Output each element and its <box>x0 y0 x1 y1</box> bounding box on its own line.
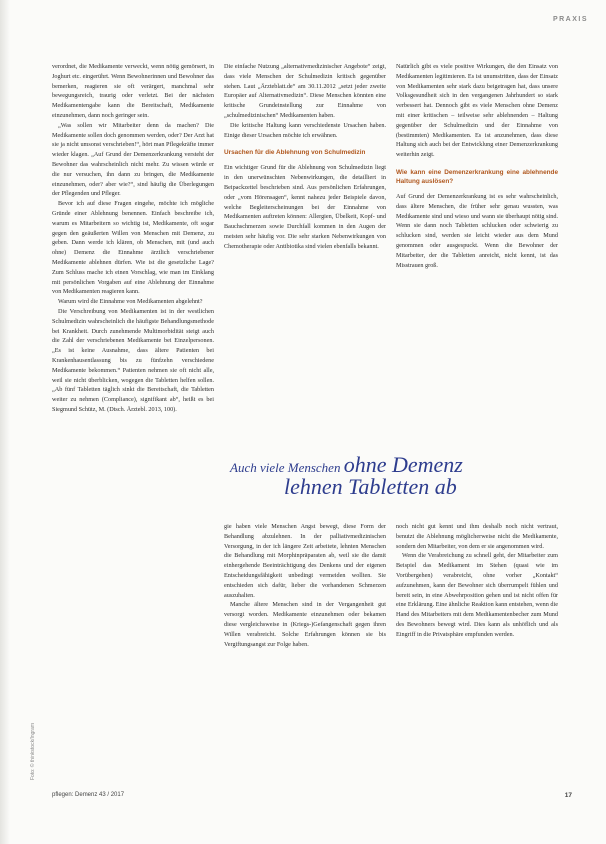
paragraph: gie haben viele Menschen Angst bewegt, diese Form der Behandlung abzulehnen. In der palliativmedizinischen Versorgung, in der ich längere Zeit arbeitete, lehnten Menschen die Behandlung mit Morphinpräparaten ab, weil sie die damit einhergehende Beeinträchtigung des Denkens und der eigenen Entscheidungsfähigkeit unbedingt vermeiden wollten. Sie entschieden sich dafür, lieber die vorhandenen Schmerzen auszuhalten. <box>224 523 386 599</box>
text-column-1 <box>52 62 214 780</box>
footer-publication: pflegen: Demenz 43 / 2017 <box>52 792 125 798</box>
paragraph: Die Verschreibung von Medikamenten ist in der westlichen Schulmedizin wahrscheinlich die häufigste Behandlungsmethode bei Krankheit. Durch zunehmende Multimorbidität steigt auch die Zahl der verschriebenen Medikamente bei Einzelpersonen. „Es ist keine Ausnahme, dass ältere Patienten bei Krankenhausentlassung bis zu fünfzehn verschiedene Medikamente bekommen.“ Patienten nehmen sie oft nicht alle, weil sie nicht überblicken, wogegen die Tabletten helfen sollen. „Ab fünf Tabletten täglich sinkt die Bereitschaft, die Tabletten weiter zu nehmen (Compliance), signifikant ab“, heißt es bei Siegmund Schütz, M. (Dtsch. Ärztebl. 2013, 100). <box>52 307 214 413</box>
text-column-3 <box>396 62 558 438</box>
paragraph: Wenn die Verabreichung zu schnell geht, der Mitarbeiter zum Beispiel das Medikament im Stehen (quasi wie im Vorübergehen) verabreicht, ohne vorher „Kontakt“ aufzunehmen, kann der Bewohner sich überrumpelt fühlen und bereit sein, in eine Abwehrposition gehen und ist nicht offen für eine Erklärung. Eine ähnliche Reaktion kann entstehen, wenn die Hand des Mitarbeiters mit dem Medikamentenbecher zum Mund des Bewohners bewegt wird. Dies kann als unhöflich und als Eingriff in die Privatsphäre empfunden werden. <box>396 552 558 638</box>
paragraph: Ein wichtiger Grund für die Ablehnung von Schulmedizin liegt in den unerwünschten Nebenwirkungen, die detailliert in Beipackzettel beschrieben sind. Aus persönlichen Erfahrungen, oder „vom Hörensagen“, kennt nahezu jeder Beispiele davon, welche Begleiterscheinungen bei der Einnahme von Medikamenten auftreten können: Allergien, Übelkeit, Kopf- und Bauchschmerzen sowie Durchfall kommen in den Augen der meisten sehr häufig vor. Die sehr starken Nebenwirkungen von Chemotherapie oder Antibiotika sind vielen ebenfalls bekannt. <box>224 164 386 250</box>
text-column-2 <box>224 62 386 438</box>
section-tag: PRAXIS <box>552 16 588 23</box>
pull-quote-line-2: lehnen Tabletten ab <box>284 474 457 499</box>
paragraph: noch nicht gut kennt und ihm deshalb noch nicht vertraut, benutzt die Ablehnung möglicherweise nicht die Medikamente, sondern den Mitarbeiter, von dem er sie angenommen wird. <box>396 523 558 550</box>
pull-quote <box>224 446 560 508</box>
paragraph: Auf Grund der Demenzerkrankung ist es sehr wahrscheinlich, dass ältere Menschen, die früher sehr genau wussten, was Medikamente sind und wieso und wann sie überhaupt nötig sind. Wenn sie dann noch Tabletten schlucken oder schwierig zu schlucken sind, werden sie leicht wieder aus dem Mund genommen oder ausgespuckt. Wenn die Bewohner der Mitarbeiter, der die Tabletten anreicht, nicht kennt, ist das Misstrauen groß. <box>396 192 558 269</box>
text-column-2-lower <box>224 522 386 780</box>
paragraph: Natürlich gibt es viele positive Wirkungen, die den Einsatz von Medikamenten legitimieren. Es ist unumstritten, dass der Einsatz von Medikamenten sehr stark dazu beigetragen hat, dass unsere Volksgesundheit sich in den vergangenen Jahrhundert so stark verbessert hat. Dennoch gibt es viele Menschen ohne Demenz mit einer kritischen – teilweise sehr ablehnenden – Haltung gegenüber der Schulmedizin und der Einnahme von (bestimmten) Medikamenten. Es ist anzunehmen, dass diese Haltung sich auch bei der Entwicklung einer Demenzerkrankung weiterhin zeigt. <box>396 63 558 159</box>
subheading: Ursachen für die Ablehnung von Schulmedizin <box>224 149 366 157</box>
paragraph: „Was sollen wir Mitarbeiter denn da machen? Die Medikamente sollen doch genommen werden, oder? Der Arzt hat sie ja nicht umsonst verschrieben!“, hört man Pflegekräfte immer wieder klagen. „Auf Grund der Demenzerkrankung versteht der Bewohner das wahrscheinlich nicht mehr. Zu wissen würde er die nur versuchen, ihn dann zu bringen, die Medikamente einzunehmen, oder? aber wie?“, sind häufig die Überlegungen der Pflegenden und Pfleger. <box>52 121 214 198</box>
pull-quote-text: Auch viele Menschen <box>230 460 344 475</box>
paragraph: Die einfache Nutzung „alternativmedizinischer Angebote“ zeigt, dass viele Menschen der Schulmedizin kritisch gegenüber stehen. Laut „Ärzteblatt.de“ am 30.11.2012 „setzt jeder zweite Europäer auf Alternativmedizin“. Diese Menschen könnten eine kritische Grundeinstellung zur Einnahme von „schulmedizinischen“ Medikamenten haben. <box>224 63 386 119</box>
paragraph: Warum wird die Einnahme von Medikamenten abgelehnt? <box>58 298 203 306</box>
paragraph: Manche ältere Menschen sind in der Vergangenheit gut versorgt worden. Medikamente einzunehmen oder bekamen diese vergleichsweise in (Kriegs-)Gefangenschaft gegen ihren Willen verabreicht. Solche Erfahrungen können sie bis Vergiftungsangst zur Folge haben. <box>224 601 386 648</box>
photo-credit: Foto: © thinkstock/Ingram <box>30 722 36 780</box>
paragraph: Die kritische Haltung kann verschiedenste Ursachen haben. Einige dieser Ursachen möchte ich erwähnen. <box>224 121 386 139</box>
paragraph: verordnet, die Medikamente verweckt, wenn nötig gemörsert, in Joghurt etc. eingerührt. Wenn Bewohnerinnen und Bewohner das bemerken, reagieren sie oft verärgert, manchmal sehr bewegungsreich, traurig oder verletzt. Bei der nächsten Medikamentengabe kann die Bereitschaft, Medikamente einzunehmen, dann noch geringer sein. <box>52 63 214 119</box>
page-edge-shadow <box>0 0 10 844</box>
text-column-3-lower <box>396 522 558 780</box>
page-number: 17 <box>564 792 572 799</box>
subheading: Wie kann eine Demenzerkrankung eine ablehnende Haltung auslösen? <box>396 168 558 185</box>
paragraph: Bevor ich auf diese Fragen eingehe, möchte ich mögliche Gründe einer Ablehnung benennen. Einfach beschreibe ich, warum es Mitarbeitern so wichtig ist, Medikamente, oft sogar gegen den geäußerten Willen von Menschen mit Demenz, zu geben. Dann werde ich klären, ob Menschen, mit (und auch ohne) Demenz die Einnahme ärztlich verschriebener Medikamente ablehnen dürfen. Wie ist die gesetzliche Lage? Zum Schluss mache ich einen Vorschlag, wie man im Einklang mit persönlichen Vorgaben auf eine Ablehnung der Einnahme von Medikamenten reagieren kann. <box>52 200 214 296</box>
pull-quote-emphasis: ohne Demenz <box>343 452 463 477</box>
